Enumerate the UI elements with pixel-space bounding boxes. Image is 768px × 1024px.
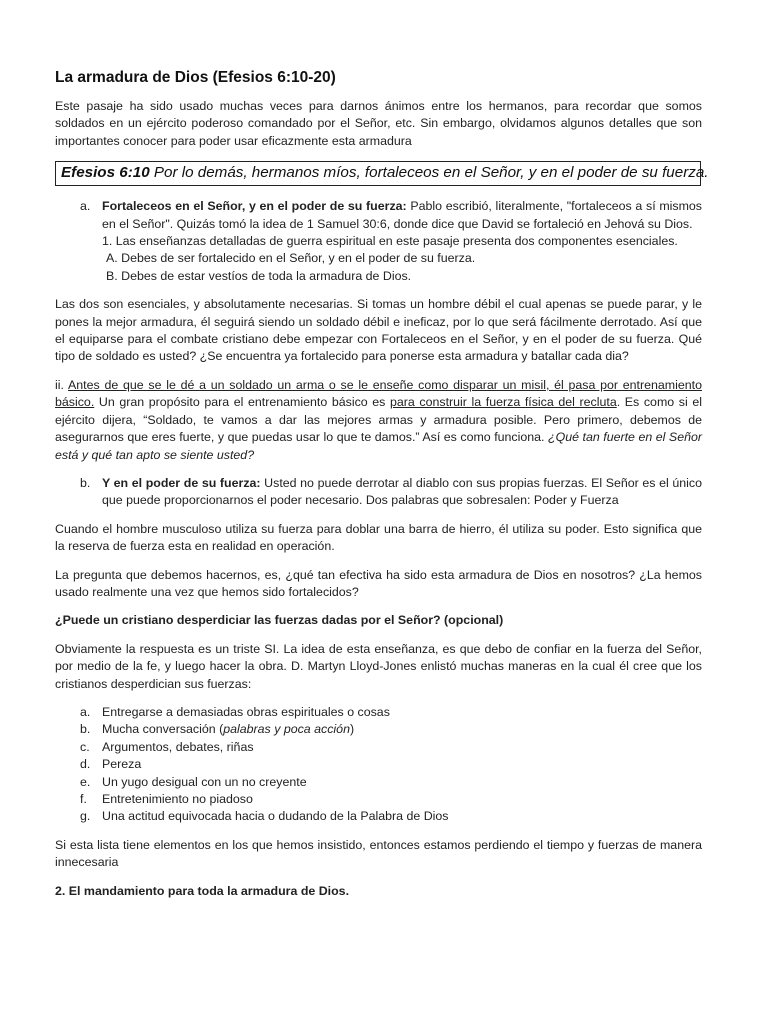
list-item xyxy=(55,739,702,756)
answer-paragraph: Obviamente la respuesta es un triste SI. La idea de esta enseñanza, es que debo de confiar en la fuerza del Señor, por medio de la fe, y luego hacer la obra. D. Martyn Lloyd-Jones enlistó muchas maneras en la cual él cree que los cristianos desperdician sus fuerzas: xyxy=(55,641,702,691)
training-text-2: . Es como si el ejército dijera, “Soldado, te vamos a dar las mejores armas y armadura posible. Pero primero, debemos de asegurarnos que eres fuerte, y que puedas usar lo que te damos.” Así es como funciona. xyxy=(55,395,702,445)
list-item-italic: palabras y poca acción xyxy=(223,722,350,737)
list-item-text-pre: Mucha conversación ( xyxy=(102,722,224,737)
list-item-b xyxy=(55,475,702,510)
verse-box xyxy=(55,161,709,186)
item-a-text: Pablo escribió, literalmente, "fortaleceos a sí mismos en el Señor". Quizás tomó la idea de 1 Samuel 30:6, donde dice que David se fortaleció en Jehová su Dios. xyxy=(102,199,702,231)
list-item xyxy=(55,808,702,825)
list-item-a xyxy=(55,198,702,285)
list-marker: b. xyxy=(80,475,91,490)
item-a-sublines xyxy=(102,233,702,285)
list-item xyxy=(55,756,702,773)
strength-list xyxy=(55,198,702,285)
list-marker: e. xyxy=(80,774,91,789)
muscle-paragraph: Cuando el hombre musculoso utiliza su fuerza para doblar una barra de hierro, él utiliza su poder. Esto significa que la reserva de fuerza esta en realidad en operación. xyxy=(55,521,702,554)
subline-a: A. Debes de ser fortalecido en el Señor, y en el poder de su fuerza. xyxy=(106,251,476,266)
training-underline-1: Antes de que se le dé a un soldado un arma o se le enseñe como disparar un misil, él pasa por entrenamiento básico. xyxy=(55,377,702,410)
list-marker: f. xyxy=(80,792,87,806)
power-list xyxy=(55,475,702,510)
subline-1: 1. Las enseñanzas detalladas de guerra espiritual en este pasaje presenta dos componentes esenciales. xyxy=(102,234,678,249)
training-underline-2: para construir la fuerza física del recluta xyxy=(389,395,617,410)
list-marker: d. xyxy=(80,757,91,772)
list-marker: a. xyxy=(80,199,91,214)
training-text-1: Un gran propósito para el entrenamiento básico es xyxy=(94,395,390,410)
training-paragraph xyxy=(55,377,702,464)
list-item-text-post: ) xyxy=(349,722,355,737)
essential-paragraph: Las dos son esenciales, y absolutamente necesarias. Si tomas un hombre débil el cual apenas se puede parar, y le pones la mejor armadura, él seguirá siendo un soldado débil e ineficaz, por lo que será fácilmente derrotado. Así que el equiparse para el combate cristiano debe empezar con Fortaleceos en el Señor, y en el poder de su fuerza. Qué tipo de soldado es usted? ¿Se encuentra ya fortalecido para ponerse esta armadura y batallar cada dia? xyxy=(55,297,702,364)
training-marker: ii. xyxy=(55,377,69,392)
verse-text: Por lo demás, hermanos míos, fortaleceos en el Señor, y en el poder de su fuerza. xyxy=(149,164,709,182)
intro-paragraph: Este pasaje ha sido usado muchas veces para darnos ánimos entre los hermanos, para recordar que somos soldados en un ejército poderoso comandado por el Señor, etc. Sin embargo, olvidamos algunos detalles que son importantes conocer para poder usar eficazmente esta armadura xyxy=(55,99,702,148)
waste-list xyxy=(55,704,702,826)
page-title: La armadura de Dios (Efesios 6:10-20) xyxy=(55,69,336,86)
command-heading: 2. El mandamiento para toda la armadura de Dios. xyxy=(55,883,350,898)
list-item-text: Entretenimiento no piadoso xyxy=(102,792,253,806)
waste-heading: ¿Puede un cristiano desperdiciar las fuerzas dadas por el Señor? (opcional) xyxy=(55,613,504,628)
list-marker: b. xyxy=(80,722,91,737)
item-b-lead: Y en el poder de su fuerza: xyxy=(102,475,261,490)
list-marker: g. xyxy=(80,809,91,824)
list-item-text: Pereza xyxy=(102,757,142,772)
list-item-text: Argumentos, debates, riñas xyxy=(102,739,254,754)
list-item xyxy=(55,774,702,791)
verse-reference: Efesios 6:10 xyxy=(61,164,150,182)
item-a-lead: Fortaleceos en el Señor, y en el poder de su fuerza: xyxy=(102,199,407,214)
list-item xyxy=(55,721,702,738)
item-b-text: Usted no puede derrotar al diablo con sus propias fuerzas. El Señor es el único que puede proporcionarnos el poder necesario. Dos palabras que sobresalen: Poder y Fuerza xyxy=(102,475,703,508)
list-item xyxy=(55,791,702,808)
subline-b: B. Debes de estar vestíos de toda la armadura de Dios. xyxy=(106,268,412,283)
list-item-text: Un yugo desigual con un no creyente xyxy=(102,774,307,789)
list-item-text: Entregarse a demasiadas obras espirituales o cosas xyxy=(102,704,390,719)
list-item xyxy=(55,704,702,721)
list-marker: a. xyxy=(80,704,91,719)
training-question: ¿Qué tan fuerte en el Señor está y qué tan apto se siente usted? xyxy=(55,430,702,462)
list-item-text: Una actitud equivocada hacia o dudando de la Palabra de Dios xyxy=(102,809,449,824)
list-marker: c. xyxy=(80,739,90,754)
conclusion-paragraph: Si esta lista tiene elementos en los que hemos insistido, entonces estamos perdiendo el tiempo y fuerzas de manera innecesaria xyxy=(55,837,702,870)
question-paragraph: La pregunta que debemos hacernos, es, ¿qué tan efectiva ha sido esta armadura de Dios en nosotros? ¿La hemos usado realmente una vez que hemos sido fortalecidos? xyxy=(55,567,702,599)
